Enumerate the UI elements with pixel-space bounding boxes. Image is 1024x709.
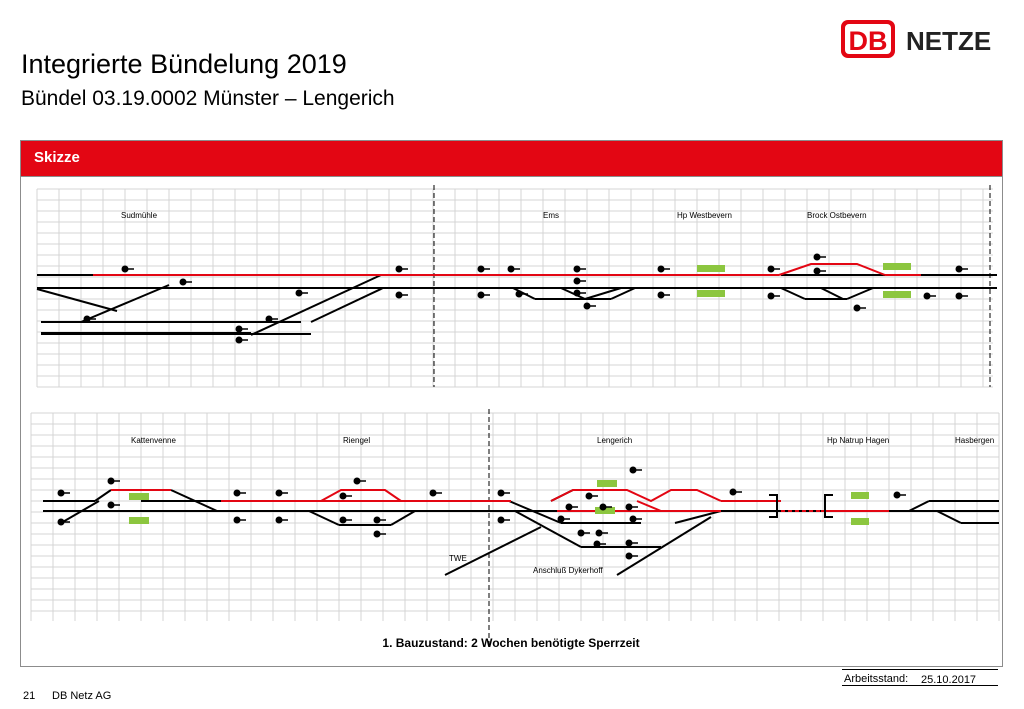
stand-label: Arbeitsstand: xyxy=(844,673,909,685)
signal-icon xyxy=(630,516,643,523)
signal-icon xyxy=(498,517,511,524)
footer-org: DB Netz AG xyxy=(52,690,112,702)
signal-icon xyxy=(340,517,353,524)
db-netze-logo xyxy=(840,19,1008,61)
signal-icon xyxy=(658,292,671,299)
signal-icon xyxy=(478,266,491,273)
station-label-natrup-hagen: Hp Natrup Hagen xyxy=(827,436,890,445)
signal-icon xyxy=(374,531,387,538)
signal-icon xyxy=(574,266,587,273)
annotation-dykerhoff: Anschluß Dykerhoff xyxy=(533,566,603,575)
track-sketch xyxy=(21,177,1002,665)
signal-icon xyxy=(296,290,309,297)
signal-icon xyxy=(924,293,937,300)
stand-rule-top xyxy=(842,669,998,670)
signal-icon xyxy=(574,290,587,297)
signal-icon xyxy=(584,303,597,310)
signal-icon xyxy=(396,266,409,273)
station-label-ostbevern: Brock Ostbevern xyxy=(807,211,867,220)
signal-icon xyxy=(122,266,135,273)
logo-db-text: DB xyxy=(848,26,888,56)
stand-date: 25.10.2017 xyxy=(921,674,977,686)
station-label-riengel: Riengel xyxy=(343,436,371,445)
page-title: Integrierte Bündelung 2019 xyxy=(21,49,347,79)
signal-icon xyxy=(276,517,289,524)
signal-icon xyxy=(626,553,639,560)
signal-icon xyxy=(626,504,639,511)
signal-icon xyxy=(58,490,71,497)
station-label-ems: Ems xyxy=(543,211,559,220)
signal-icon xyxy=(768,266,781,273)
annotation-twe: TWE xyxy=(449,554,467,563)
signal-icon xyxy=(596,530,609,537)
page-number: 21 xyxy=(23,690,36,702)
logo-netze-text: NETZE xyxy=(906,26,992,56)
signal-icon xyxy=(558,516,571,523)
signal-icon xyxy=(578,530,591,537)
platforms-top xyxy=(697,263,911,298)
stand-rule-bottom xyxy=(842,685,998,686)
signal-icon xyxy=(498,490,511,497)
station-label-westbevern: Hp Westbevern xyxy=(677,211,732,220)
signal-icon xyxy=(658,266,671,273)
signal-icon xyxy=(236,326,249,333)
signal-icon xyxy=(180,279,193,286)
station-label-sudmuehle: Sudmühle xyxy=(121,211,158,220)
signal-icon xyxy=(956,266,969,273)
signal-icon xyxy=(894,492,907,499)
signal-icon xyxy=(276,490,289,497)
signal-icon xyxy=(236,337,249,344)
tracks-bottom xyxy=(43,490,999,575)
signal-icon xyxy=(234,517,247,524)
signal-icon xyxy=(430,490,443,497)
signal-icon xyxy=(768,293,781,300)
signal-icon xyxy=(374,517,387,524)
page-subtitle: Bündel 03.19.0002 Münster – Lengerich xyxy=(21,87,395,110)
signal-icon xyxy=(814,268,827,275)
station-label-hasbergen: Hasbergen xyxy=(955,436,995,445)
signal-icon xyxy=(340,493,353,500)
panel-header xyxy=(21,141,1002,177)
signal-icon xyxy=(586,493,599,500)
sketch-panel xyxy=(20,140,1003,667)
signal-icon xyxy=(574,278,587,285)
signal-icon xyxy=(396,292,409,299)
signal-icon xyxy=(108,502,121,509)
signal-icon xyxy=(566,504,579,511)
sketch-caption: 1. Bauzustand: 2 Wochen benötigte Sperrzeit xyxy=(382,636,640,650)
signal-icon xyxy=(478,292,491,299)
signal-icon xyxy=(234,490,247,497)
station-label-lengerich: Lengerich xyxy=(597,436,633,445)
signal-icon xyxy=(956,293,969,300)
station-label-kattenvenne: Kattenvenne xyxy=(131,436,176,445)
signal-icon xyxy=(508,266,521,273)
panel-heading: Skizze xyxy=(34,149,80,166)
